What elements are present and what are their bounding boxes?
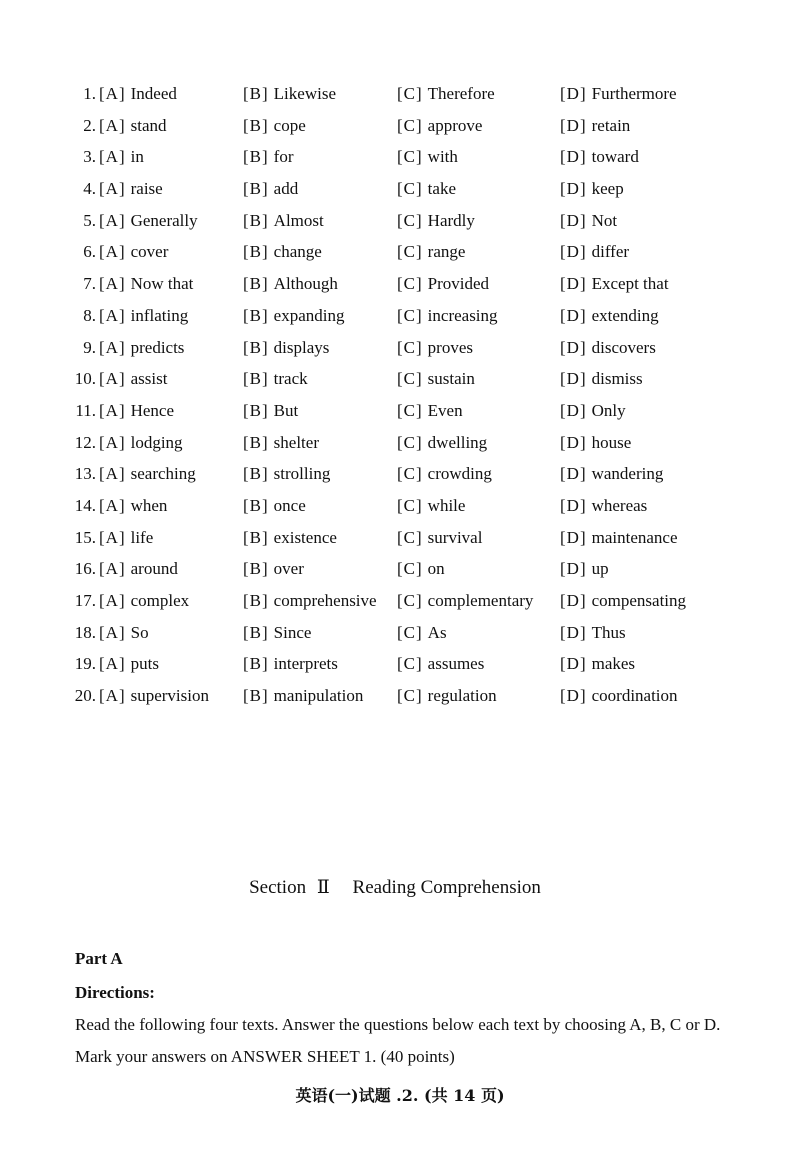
option-text: As <box>427 622 447 642</box>
question-row <box>0 205 800 237</box>
option-a <box>99 585 189 617</box>
section-numeral: Ⅱ <box>316 877 330 898</box>
option-letter: [C] <box>397 115 423 135</box>
option-b <box>243 617 311 649</box>
option-d <box>560 680 678 712</box>
option-c <box>397 680 497 712</box>
page-footer: 英语(一)试题 .2. (共 14 页) <box>295 1086 505 1105</box>
option-b <box>243 268 338 300</box>
question-row <box>0 458 800 490</box>
option-a <box>99 458 196 490</box>
question-row <box>0 553 800 585</box>
option-letter: [A] <box>99 147 126 167</box>
question-row <box>0 300 800 332</box>
option-text: assumes <box>427 654 485 674</box>
option-a <box>99 236 168 268</box>
option-text: sustain <box>427 369 475 389</box>
option-letter: [C] <box>397 432 423 452</box>
option-letter: [A] <box>99 84 126 103</box>
option-letter: [A] <box>99 337 126 357</box>
option-text: Thus <box>591 622 626 642</box>
option-d <box>560 300 659 332</box>
option-text: comprehensive <box>273 591 377 610</box>
question-row <box>0 680 800 712</box>
option-d <box>560 332 656 364</box>
option-d <box>560 395 626 427</box>
option-text: Now that <box>130 274 194 294</box>
option-text: Furthermore <box>591 84 677 103</box>
option-d <box>560 490 647 522</box>
option-letter: [C] <box>397 591 423 610</box>
option-letter: [B] <box>243 432 269 452</box>
option-letter: [D] <box>560 179 587 199</box>
option-b <box>243 585 377 617</box>
option-a <box>99 648 159 680</box>
option-letter: [D] <box>560 84 587 103</box>
option-letter: [B] <box>243 654 269 674</box>
option-letter: [B] <box>243 527 269 547</box>
option-b <box>243 300 345 332</box>
option-text: regulation <box>427 686 497 706</box>
question-number: 10. <box>74 369 96 389</box>
option-c <box>397 553 445 585</box>
option-text: Except that <box>591 274 669 294</box>
option-letter: [D] <box>560 369 587 389</box>
question-row <box>0 522 800 554</box>
section-label: Section <box>249 877 307 898</box>
option-letter: [A] <box>99 495 126 515</box>
option-letter: [A] <box>99 591 126 610</box>
option-text: compensating <box>591 591 687 610</box>
option-text: assist <box>130 369 168 389</box>
option-letter: [C] <box>397 654 423 674</box>
option-text: Almost <box>273 210 324 230</box>
option-text: cover <box>130 242 169 262</box>
option-text: inflating <box>130 305 189 325</box>
option-text: range <box>427 242 466 262</box>
option-c <box>397 363 475 395</box>
option-text: Not <box>591 210 618 230</box>
option-letter: [D] <box>560 686 587 706</box>
option-a <box>99 680 209 712</box>
option-letter: [A] <box>99 115 126 135</box>
option-text: increasing <box>427 305 498 325</box>
option-letter: [D] <box>560 622 587 642</box>
option-text: predicts <box>130 337 185 357</box>
option-d <box>560 236 629 268</box>
option-c <box>397 648 484 680</box>
option-letter: [D] <box>560 210 587 230</box>
option-letter: [A] <box>99 305 126 325</box>
option-b <box>243 173 298 205</box>
option-d <box>560 141 639 173</box>
option-text: puts <box>130 654 159 674</box>
question-number: 1. <box>83 84 96 103</box>
option-letter: [D] <box>560 495 587 515</box>
option-letter: [A] <box>99 210 126 230</box>
option-c <box>397 395 463 427</box>
option-a <box>99 553 178 585</box>
question-row <box>0 395 800 427</box>
question-number: 17. <box>74 591 96 610</box>
question-number: 15. <box>74 527 96 547</box>
question-row <box>0 332 800 364</box>
question-number: 4. <box>83 179 96 199</box>
option-text: lodging <box>130 432 183 452</box>
option-text: house <box>591 432 632 452</box>
option-b <box>243 205 324 237</box>
option-letter: [C] <box>397 337 423 357</box>
option-b <box>243 553 304 585</box>
option-letter: [A] <box>99 369 126 389</box>
question-number: 14. <box>74 495 96 515</box>
option-c <box>397 427 487 459</box>
option-text: crowding <box>427 464 492 484</box>
option-text: Since <box>273 622 312 642</box>
option-text: Although <box>273 274 338 294</box>
option-b <box>243 141 294 173</box>
option-b <box>243 490 306 522</box>
option-letter: [A] <box>99 686 126 706</box>
option-text: expanding <box>273 305 345 325</box>
question-row <box>0 268 800 300</box>
option-text: proves <box>427 337 473 357</box>
option-a <box>99 332 184 364</box>
option-letter: [B] <box>243 622 269 642</box>
question-number: 16. <box>74 559 96 579</box>
option-text: in <box>130 147 144 167</box>
option-text: retain <box>591 115 631 135</box>
option-letter: [B] <box>243 305 269 325</box>
option-letter: [A] <box>99 179 126 199</box>
option-letter: [C] <box>397 686 423 706</box>
option-letter: [C] <box>397 84 423 103</box>
option-text: add <box>273 179 299 199</box>
option-c <box>397 141 458 173</box>
option-d <box>560 458 663 490</box>
directions-label: Directions: <box>75 983 155 1002</box>
question-number: 2. <box>83 115 96 135</box>
option-letter: [C] <box>397 274 423 294</box>
option-text: raise <box>130 179 163 199</box>
option-text: while <box>427 495 466 515</box>
option-letter: [B] <box>243 686 269 706</box>
option-letter: [B] <box>243 591 269 610</box>
directions-text: Read the following four texts. Answer the questions below each text by choosing A, B, C or D. Mark your answers on ANSWER SHEET 1. (40 points) <box>75 1015 721 1066</box>
option-d <box>560 173 624 205</box>
question-number: 7. <box>83 274 96 294</box>
option-text: on <box>427 559 445 579</box>
option-text: Indeed <box>130 84 177 103</box>
option-text: once <box>273 495 306 515</box>
option-text: Therefore <box>427 84 495 103</box>
option-text: Even <box>427 400 463 420</box>
option-a <box>99 490 167 522</box>
option-text: life <box>130 527 154 547</box>
question-row <box>0 173 800 205</box>
option-b <box>243 458 330 490</box>
cloze-options-list <box>0 78 800 712</box>
option-text: complex <box>130 591 190 610</box>
option-letter: [B] <box>243 337 269 357</box>
option-d <box>560 617 626 649</box>
question-row <box>0 78 800 110</box>
option-b <box>243 395 298 427</box>
question-row <box>0 363 800 395</box>
option-text: up <box>591 559 609 579</box>
option-letter: [D] <box>560 274 587 294</box>
option-text: wandering <box>591 464 664 484</box>
option-text: over <box>273 559 304 579</box>
option-letter: [C] <box>397 305 423 325</box>
option-text: keep <box>591 179 624 199</box>
option-d <box>560 205 617 237</box>
option-a <box>99 427 183 459</box>
option-text: searching <box>130 464 196 484</box>
option-b <box>243 236 322 268</box>
option-a <box>99 617 149 649</box>
option-text: displays <box>273 337 330 357</box>
option-c <box>397 490 465 522</box>
option-text: change <box>273 242 322 262</box>
option-text: survival <box>427 527 483 547</box>
option-c <box>397 268 489 300</box>
option-b <box>243 363 308 395</box>
option-c <box>397 78 495 110</box>
option-text: interprets <box>273 654 338 674</box>
option-text: Provided <box>427 274 490 294</box>
option-b <box>243 648 338 680</box>
option-text: track <box>273 369 308 389</box>
option-letter: [C] <box>397 369 423 389</box>
option-b <box>243 680 363 712</box>
option-c <box>397 617 447 649</box>
option-letter: [B] <box>243 559 269 579</box>
option-c <box>397 332 473 364</box>
option-text: extending <box>591 305 659 325</box>
option-letter: [D] <box>560 432 587 452</box>
option-d <box>560 427 631 459</box>
option-d <box>560 585 686 617</box>
question-number: 13. <box>74 464 96 484</box>
question-number: 6. <box>83 242 96 262</box>
option-text: supervision <box>130 686 209 706</box>
option-text: Likewise <box>273 84 336 103</box>
option-letter: [B] <box>243 464 269 484</box>
option-b <box>243 78 336 110</box>
option-letter: [B] <box>243 242 269 262</box>
option-text: whereas <box>591 495 648 515</box>
question-row <box>0 236 800 268</box>
option-letter: [C] <box>397 400 423 420</box>
option-b <box>243 427 319 459</box>
option-text: Only <box>591 400 626 420</box>
option-text: with <box>427 147 458 167</box>
option-c <box>397 110 482 142</box>
option-letter: [B] <box>243 115 269 135</box>
option-text: when <box>130 495 168 515</box>
option-letter: [B] <box>243 210 269 230</box>
option-a <box>99 205 198 237</box>
question-number: 3. <box>83 147 96 167</box>
question-number: 20. <box>74 686 96 706</box>
question-row <box>0 617 800 649</box>
option-letter: [D] <box>560 654 587 674</box>
option-a <box>99 141 144 173</box>
option-letter: [A] <box>99 559 126 579</box>
question-row <box>0 585 800 617</box>
option-letter: [A] <box>99 654 126 674</box>
option-letter: [D] <box>560 147 587 167</box>
option-letter: [D] <box>560 242 587 262</box>
option-text: dismiss <box>591 369 643 389</box>
question-row <box>0 141 800 173</box>
option-letter: [D] <box>560 337 587 357</box>
option-letter: [B] <box>243 495 269 515</box>
option-a <box>99 395 174 427</box>
option-d <box>560 522 678 554</box>
question-number: 12. <box>74 432 96 452</box>
option-text: dwelling <box>427 432 488 452</box>
option-text: strolling <box>273 464 331 484</box>
option-text: Hence <box>130 400 175 420</box>
option-letter: [A] <box>99 464 126 484</box>
option-d <box>560 268 669 300</box>
option-letter: [C] <box>397 210 423 230</box>
option-text: maintenance <box>591 527 678 547</box>
question-row <box>0 490 800 522</box>
option-d <box>560 648 635 680</box>
option-b <box>243 110 306 142</box>
option-letter: [B] <box>243 147 269 167</box>
option-a <box>99 268 193 300</box>
option-letter: [D] <box>560 400 587 420</box>
option-letter: [B] <box>243 400 269 420</box>
option-letter: [D] <box>560 464 587 484</box>
section-heading <box>0 876 790 899</box>
option-text: around <box>130 559 178 579</box>
option-letter: [C] <box>397 464 423 484</box>
option-letter: [C] <box>397 147 423 167</box>
option-letter: [A] <box>99 432 126 452</box>
option-a <box>99 363 167 395</box>
option-text: take <box>427 179 456 199</box>
option-letter: [D] <box>560 559 587 579</box>
option-text: So <box>130 622 149 642</box>
option-a <box>99 522 153 554</box>
option-text: approve <box>427 115 483 135</box>
option-a <box>99 300 188 332</box>
question-number: 19. <box>74 654 96 674</box>
question-row <box>0 427 800 459</box>
option-text: shelter <box>273 432 319 452</box>
option-text: cope <box>273 115 306 135</box>
question-row <box>0 648 800 680</box>
option-a <box>99 78 177 110</box>
option-letter: [A] <box>99 400 126 420</box>
option-letter: [A] <box>99 242 126 262</box>
option-c <box>397 300 498 332</box>
option-d <box>560 553 609 585</box>
option-letter: [B] <box>243 179 269 199</box>
option-text: makes <box>591 654 636 674</box>
option-a <box>99 173 163 205</box>
option-text: manipulation <box>273 686 364 706</box>
option-letter: [B] <box>243 274 269 294</box>
option-b <box>243 332 329 364</box>
option-text: toward <box>591 147 639 167</box>
question-number: 5. <box>83 210 96 230</box>
option-text: differ <box>591 242 630 262</box>
section-title: Reading Comprehension <box>352 877 541 898</box>
option-letter: [D] <box>560 591 587 610</box>
option-d <box>560 78 677 110</box>
option-text: existence <box>273 527 337 547</box>
option-text: for <box>273 147 294 167</box>
option-c <box>397 205 475 237</box>
option-text: Generally <box>130 210 198 230</box>
option-letter: [D] <box>560 115 587 135</box>
question-number: 9. <box>83 337 96 357</box>
option-letter: [A] <box>99 527 126 547</box>
question-row <box>0 110 800 142</box>
option-letter: [B] <box>243 84 269 103</box>
part-heading: Part A <box>75 949 123 968</box>
option-letter: [C] <box>397 622 423 642</box>
option-d <box>560 363 643 395</box>
option-text: Hardly <box>427 210 475 230</box>
option-a <box>99 110 167 142</box>
option-c <box>397 173 456 205</box>
option-c <box>397 522 482 554</box>
option-text: stand <box>130 115 167 135</box>
option-letter: [C] <box>397 179 423 199</box>
option-text: coordination <box>591 686 678 706</box>
option-letter: [C] <box>397 527 423 547</box>
option-c <box>397 236 465 268</box>
option-text: discovers <box>591 337 656 357</box>
option-d <box>560 110 630 142</box>
option-letter: [A] <box>99 274 126 294</box>
question-number: 11. <box>75 400 96 420</box>
option-letter: [C] <box>397 242 423 262</box>
option-b <box>243 522 337 554</box>
option-text: complementary <box>427 591 534 610</box>
question-number: 18. <box>74 622 96 642</box>
option-c <box>397 585 533 617</box>
option-letter: [B] <box>243 369 269 389</box>
option-letter: [C] <box>397 559 423 579</box>
option-letter: [D] <box>560 305 587 325</box>
option-c <box>397 458 492 490</box>
option-text: But <box>273 400 299 420</box>
option-letter: [C] <box>397 495 423 515</box>
option-letter: [A] <box>99 622 126 642</box>
option-letter: [D] <box>560 527 587 547</box>
question-number: 8. <box>83 305 96 325</box>
